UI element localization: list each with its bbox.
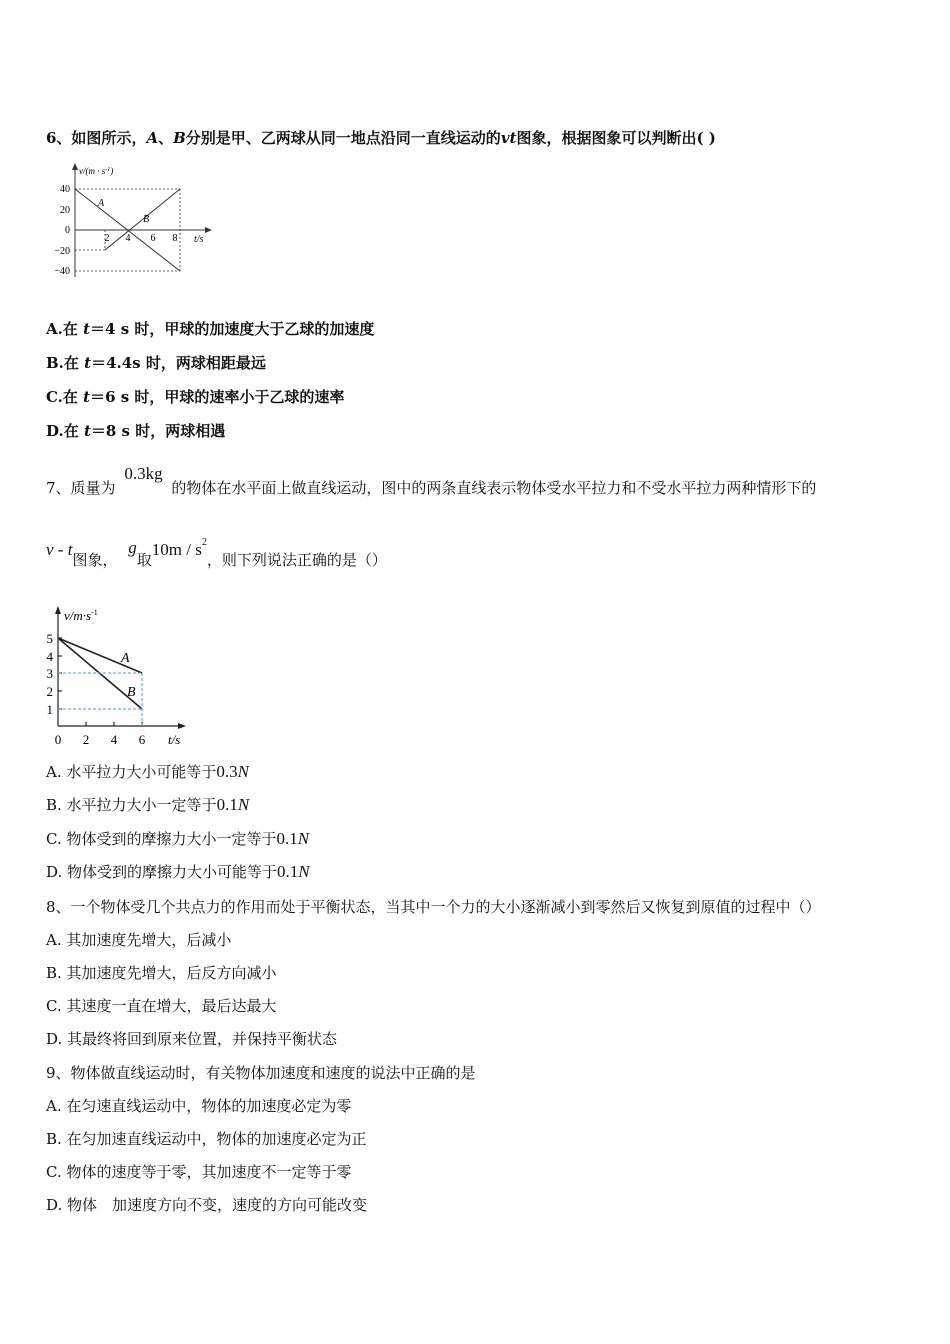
q6-xtick: 8 (172, 233, 178, 244)
q6-label-a: A (98, 198, 105, 209)
q7-ytick: 2 (46, 684, 53, 699)
q8-option-b: B. 其加速度先增大，后反方向减小 (46, 964, 277, 982)
q6-xtick: 4 (125, 233, 131, 244)
q9-stem: 9、物体做直线运动时，有关物体加速度和速度的说法中正确的是 (46, 1064, 476, 1082)
q6-ytick: 0 (65, 225, 70, 236)
q7-label-b: B (127, 685, 136, 700)
q6-ylabel: $v/(m \cdot s^{-1})$ (79, 166, 114, 176)
q6-option-a: A.在 t＝4 s 时，甲球的加速度大于乙球的加速度 (46, 320, 375, 338)
q8-option-a: A. 其加速度先增大，后减小 (46, 931, 232, 949)
q7-option-b: B. 水平拉力大小一定等于0.1N (46, 795, 250, 814)
q6-vt-graph (50, 162, 220, 280)
q7-vt-graph (40, 602, 200, 752)
q7-xtick: 6 (138, 732, 146, 747)
q8-option-d: D. 其最终将回到原来位置，并保持平衡状态 (46, 1030, 338, 1048)
q7-ytick: 4 (46, 649, 53, 664)
q6-ytick: −40 (54, 266, 70, 277)
q9-option-c: C. 物体的速度等于零，其加速度不一定等于零 (46, 1163, 352, 1181)
q7-label-a: A (121, 651, 130, 666)
q7-option-a: A. 水平拉力大小可能等于0.3N (46, 762, 249, 781)
q6-ytick: −20 (54, 246, 70, 257)
q7-stem-line2: v - t图象， g取$10m / s^2$，则下列说法正确的是（） (46, 537, 387, 569)
q6-option-c: C.在 t＝6 s 时，甲球的速率小于乙球的速率 (46, 388, 345, 406)
q7-xlabel: t/s (168, 732, 181, 747)
q6-xtick: 2 (104, 233, 110, 244)
q7-xtick: 0 (54, 732, 62, 747)
q7-ytick: 3 (46, 666, 53, 681)
q6-xlabel: t/s (194, 234, 204, 245)
q8-stem: 8、一个物体受几个共点力的作用而处于平衡状态，当其中一个力的大小逐渐减小到零然后又恢复到原值的过程中（） (46, 898, 821, 916)
q9-option-b: B. 在匀加速直线运动中，物体的加速度必定为正 (46, 1130, 367, 1148)
q7-ytick: 5 (46, 631, 53, 646)
q7-xtick: 4 (110, 732, 118, 747)
q7-option-c: C. 物体受到的摩擦力大小一定等于0.1N (46, 829, 310, 848)
q9-option-a: A. 在匀速直线运动中，物体的加速度必定为零 (46, 1097, 352, 1115)
q6-ytick: 40 (60, 184, 70, 195)
q7-ytick: 1 (46, 702, 53, 717)
q9-option-d: D. 物体 加速度方向不变，速度的方向可能改变 (46, 1196, 368, 1214)
q6-option-b: B.在 t＝4.4s 时，两球相距最远 (46, 354, 266, 372)
q6-label-b: B (143, 214, 150, 225)
q8-option-c: C. 其速度一直在增大，最后达最大 (46, 997, 277, 1015)
q7-ylabel: $v/m\cdot s^{-1}$ (64, 608, 98, 623)
q6-xtick: 6 (150, 233, 156, 244)
q7-stem-line1: 7、质量为 0.3kg 的物体在水平面上做直线运动，图中的两条直线表示物体受水平拉力和不受水平拉力两种情形下的 (46, 464, 817, 497)
q6-stem: 6、如图所示，A、B分别是甲、乙两球从同一地点沿同一直线运动的vt图象，根据图象可以判断出( ) (46, 129, 716, 147)
q7-mass: 0.3kg (124, 464, 163, 483)
q7-xtick: 2 (82, 732, 90, 747)
q7-option-d: D. 物体受到的摩擦力大小可能等于0.1N (46, 862, 310, 881)
q6-option-d: D.在 t＝8 s 时，两球相遇 (46, 422, 226, 440)
q6-ytick: 20 (60, 205, 70, 216)
